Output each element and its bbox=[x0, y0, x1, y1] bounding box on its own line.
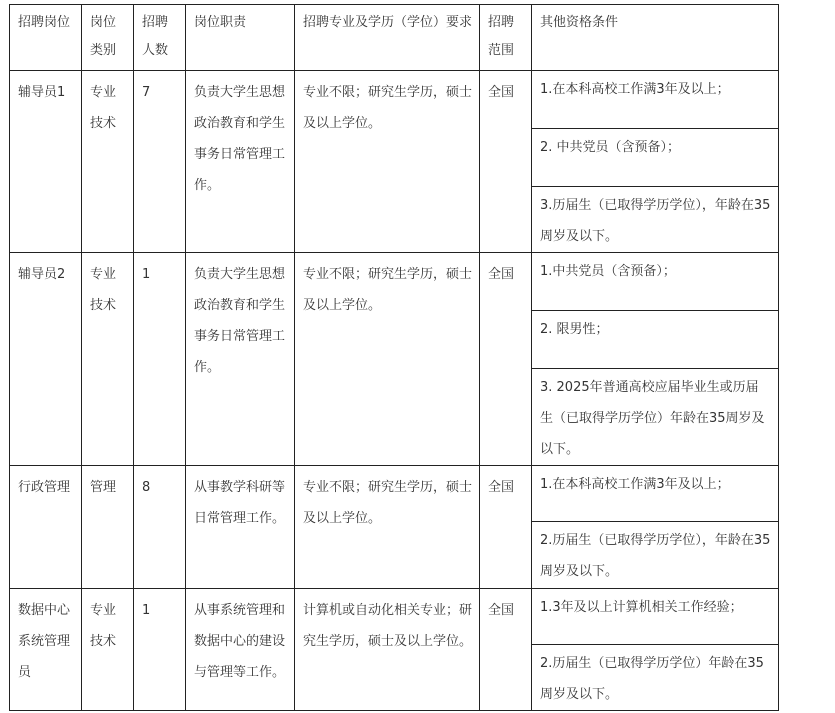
cell-count: 7 bbox=[134, 71, 186, 253]
cell-post: 数据中心系统管理员 bbox=[10, 589, 82, 711]
cell-category: 专业技术 bbox=[82, 71, 134, 253]
header-duty: 岗位职责 bbox=[186, 5, 295, 71]
cell-condition: 3.历届生（已取得学历学位），年龄在35周岁及以下。 bbox=[532, 187, 779, 253]
cell-condition: 2.历届生（已取得学历学位）年龄在35周岁及以下。 bbox=[532, 645, 779, 711]
header-scope: 招聘范围 bbox=[480, 5, 532, 71]
cell-count: 8 bbox=[134, 466, 186, 589]
cell-condition: 2. 中共党员（含预备）； bbox=[532, 129, 779, 187]
cell-count: 1 bbox=[134, 253, 186, 466]
table-row bbox=[10, 466, 779, 522]
header-count: 招聘人数 bbox=[134, 5, 186, 71]
cell-condition: 3. 2025年普通高校应届毕业生或历届生（已取得学历学位）年龄在35周岁及以下。 bbox=[532, 369, 779, 466]
recruitment-table bbox=[9, 4, 779, 711]
table-row bbox=[10, 589, 779, 645]
table-row bbox=[10, 71, 779, 129]
cell-category: 管理 bbox=[82, 466, 134, 589]
table-row bbox=[10, 253, 779, 311]
cell-requirement: 专业不限；研究生学历，硕士及以上学位。 bbox=[295, 466, 480, 589]
cell-condition: 1.在本科高校工作满3年及以上； bbox=[532, 71, 779, 129]
cell-duty: 从事系统管理和数据中心的建设与管理等工作。 bbox=[186, 589, 295, 711]
cell-post: 辅导员2 bbox=[10, 253, 82, 466]
cell-duty: 从事教学科研等日常管理工作。 bbox=[186, 466, 295, 589]
cell-scope: 全国 bbox=[480, 466, 532, 589]
cell-condition: 2. 限男性； bbox=[532, 311, 779, 369]
cell-condition: 1.中共党员（含预备）； bbox=[532, 253, 779, 311]
cell-requirement: 专业不限；研究生学历，硕士及以上学位。 bbox=[295, 71, 480, 253]
cell-condition: 1.在本科高校工作满3年及以上； bbox=[532, 466, 779, 522]
cell-post: 辅导员1 bbox=[10, 71, 82, 253]
cell-category: 专业技术 bbox=[82, 589, 134, 711]
header-conditions: 其他资格条件 bbox=[532, 5, 779, 71]
cell-scope: 全国 bbox=[480, 589, 532, 711]
cell-scope: 全国 bbox=[480, 71, 532, 253]
header-requirement: 招聘专业及学历（学位）要求 bbox=[295, 5, 480, 71]
cell-post: 行政管理 bbox=[10, 466, 82, 589]
header-post: 招聘岗位 bbox=[10, 5, 82, 71]
header-category: 岗位类别 bbox=[82, 5, 134, 71]
cell-requirement: 专业不限；研究生学历，硕士及以上学位。 bbox=[295, 253, 480, 466]
cell-condition: 2.历届生（已取得学历学位），年龄在35周岁及以下。 bbox=[532, 522, 779, 589]
cell-scope: 全国 bbox=[480, 253, 532, 466]
cell-requirement: 计算机或自动化相关专业；研究生学历，硕士及以上学位。 bbox=[295, 589, 480, 711]
cell-duty: 负责大学生思想政治教育和学生事务日常管理工作。 bbox=[186, 71, 295, 253]
cell-condition: 1.3年及以上计算机相关工作经验； bbox=[532, 589, 779, 645]
cell-duty: 负责大学生思想政治教育和学生事务日常管理工作。 bbox=[186, 253, 295, 466]
cell-category: 专业技术 bbox=[82, 253, 134, 466]
table-header-row bbox=[10, 5, 779, 71]
cell-count: 1 bbox=[134, 589, 186, 711]
